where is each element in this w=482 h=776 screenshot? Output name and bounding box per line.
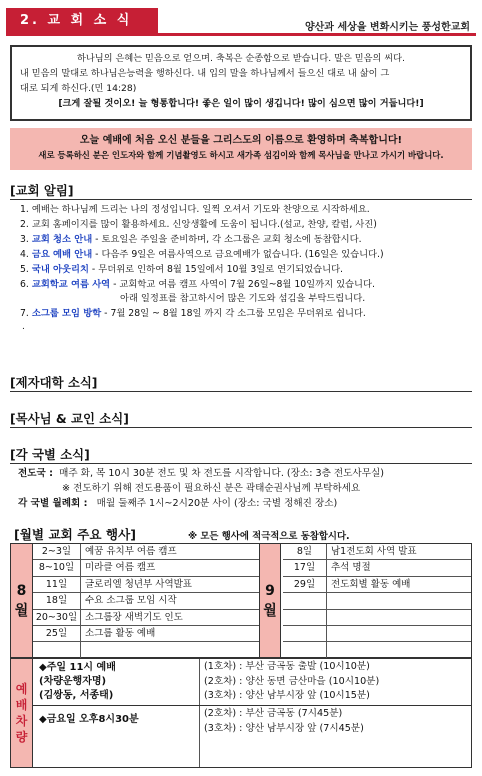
notice-item: 1. 예배는 하나님께 드리는 나의 정성입니다. 일찍 오셔서 기도와 찬양으로 시작하세요. bbox=[20, 204, 370, 215]
verse-box bbox=[10, 45, 472, 121]
events-table bbox=[10, 543, 472, 658]
route-line: (3호차) : 양산 남부시장 앞 (10시15분) bbox=[204, 690, 370, 701]
sunday-bus-block bbox=[33, 659, 471, 706]
august-events bbox=[33, 544, 259, 659]
monthly-meeting-line: 각 국별 월례회 : 매월 둘째주 1시~2시20분 사이 (장소: 국별 정해진 장소) bbox=[18, 498, 338, 509]
notice-item: 2. 교회 홈페이지를 많이 활용하세요. 신앙생활에 도움이 됩니다.(설교, 찬양, 칼럼, 사진) bbox=[20, 218, 377, 230]
event-row: 18일 수요 소그룹 모임 시작 bbox=[33, 593, 259, 609]
route-line: (1호차) : 부산 금곡동 출발 (10시10분) bbox=[204, 661, 370, 672]
notice-item: 7. 소그룹 모임 방학 - 7월 28일 ~ 8월 18일 까지 각 소그룹 모임은 무더위로 쉽니다. bbox=[20, 308, 366, 320]
evangelism-note: ※ 전도하기 위해 전도용품이 필요하신 분은 곽태순권사님께 부탁하세요 bbox=[62, 483, 361, 494]
friday-bus-block bbox=[33, 706, 471, 767]
event-row bbox=[283, 642, 471, 658]
event-row bbox=[33, 642, 259, 658]
heading-department-news: [각 국별 소식] bbox=[10, 445, 472, 464]
verse-line: 하나님의 은혜는 믿음으로 얻으며. 축복은 순종함으로 받습니다. 말은 믿음의 씨다. bbox=[77, 53, 405, 64]
route-line: (2호차) : 부산 금곡동 (7시45분) bbox=[204, 708, 343, 719]
event-row: 29일 전도회별 활동 예배 bbox=[283, 577, 471, 593]
events-note: ※ 모든 행사에 적극적으로 동참합시다. bbox=[188, 531, 350, 542]
welcome-banner bbox=[10, 128, 472, 170]
event-row bbox=[283, 593, 471, 609]
sunday-routes bbox=[199, 659, 379, 705]
evangelism-line: 전도국 : 매주 화, 목 10시 30분 전도 및 차 전도를 시작합니다. (장소: 3층 전도사무실) bbox=[18, 468, 384, 479]
welcome-line: 새로 등록하신 분은 인도자와 함께 기념촬영도 하시고 새가족 섬김이와 함께 목사님을 만나고 가시기 바랍니다. bbox=[38, 150, 444, 160]
notice-item: 5. 국내 아웃리치 - 무더위로 인하여 8월 15일에서 10월 3일로 연기되었습니다. bbox=[20, 263, 344, 275]
event-row: 8일 남1전도회 사역 발표 bbox=[283, 544, 471, 560]
month-label-september: 9 월 bbox=[259, 544, 281, 657]
church-slogan: 양산과 세상을 변화시키는 풍성한교회 bbox=[304, 22, 470, 33]
notice-item: 6. 교회학교 여름 사역 - 교회학교 여름 캠프 사역이 7월 26일~8월 10일까지 있습니다. bbox=[20, 278, 375, 290]
notice-item-continued: 아래 일정표를 참고하시어 많은 기도와 섬김을 부탁드립니다. bbox=[120, 293, 366, 305]
friday-service-info: ◆금요일 오후8시30분 bbox=[39, 714, 139, 725]
sunday-service-info: ◆주일 11시 예배 (차량운행자명) (김쌍동, 서종태) bbox=[39, 662, 116, 701]
section-header bbox=[6, 6, 476, 36]
verse-line: 대로 되게 하신다.(민 14:28) bbox=[20, 83, 137, 94]
event-row: 8~10일 미라클 여름 캠프 bbox=[33, 560, 259, 576]
bus-schedule bbox=[10, 658, 472, 768]
month-label-august: 8 월 bbox=[11, 544, 33, 657]
event-row: 11일 글로리엘 청년부 사역발표 bbox=[33, 577, 259, 593]
route-line: (3호차) : 양산 남부시장 앞 (7시45분) bbox=[204, 722, 364, 734]
verse-line: 내 믿음의 말대로 하나님은능력을 행하신다. 내 입의 말을 하나님께서 들으신 대로 내 삶이 그 bbox=[20, 68, 390, 79]
heading-pastor-news: [목사님 & 교인 소식] bbox=[10, 409, 472, 428]
heading-church-notices: [교회 알림] bbox=[10, 181, 472, 200]
event-row bbox=[283, 626, 471, 642]
department-news bbox=[18, 466, 474, 511]
welcome-line: 오늘 예배에 처음 오신 분들을 그리스도의 이름으로 환영하며 축복합니다! bbox=[79, 135, 403, 146]
section-title: 2. 교 회 소 식 bbox=[6, 8, 158, 34]
events-title: [월별 교회 주요 행사] bbox=[14, 527, 136, 542]
verse-declaration: [크게 잘될 것이오! 늘 형통합니다! 좋은 일이 많이 생깁니다! 많이 심으면 많이 거둡니다!] bbox=[58, 98, 424, 109]
trailing-dot: . bbox=[22, 322, 25, 332]
september-events bbox=[283, 544, 471, 659]
event-row: 25일 소그룹 활동 예배 bbox=[33, 626, 259, 642]
heading-seminary: [제자대학 소식] bbox=[10, 373, 472, 392]
event-row: 17일 추석 명절 bbox=[283, 560, 471, 576]
notice-list bbox=[20, 203, 470, 322]
notice-item: 4. 금요 예배 안내 - 다음주 9일은 여름사역으로 금요예배가 없습니다. (16일은 있습니다.) bbox=[20, 248, 384, 260]
event-row bbox=[283, 610, 471, 626]
notice-item: 3. 교회 청소 안내 - 토요일은 주일을 준비하며, 각 소그룹은 교회 청소에 동참합시다. bbox=[20, 233, 362, 245]
event-row: 20~30일 소그룹장 새벽기도 인도 bbox=[33, 610, 259, 626]
route-line: (2호차) : 양산 동면 금산마을 (10시10분) bbox=[204, 675, 380, 687]
event-row: 2~3일 예꿈 유치부 여름 캠프 bbox=[33, 544, 259, 560]
bus-label: 예 배 차 량 bbox=[11, 659, 33, 767]
friday-routes bbox=[199, 706, 364, 767]
